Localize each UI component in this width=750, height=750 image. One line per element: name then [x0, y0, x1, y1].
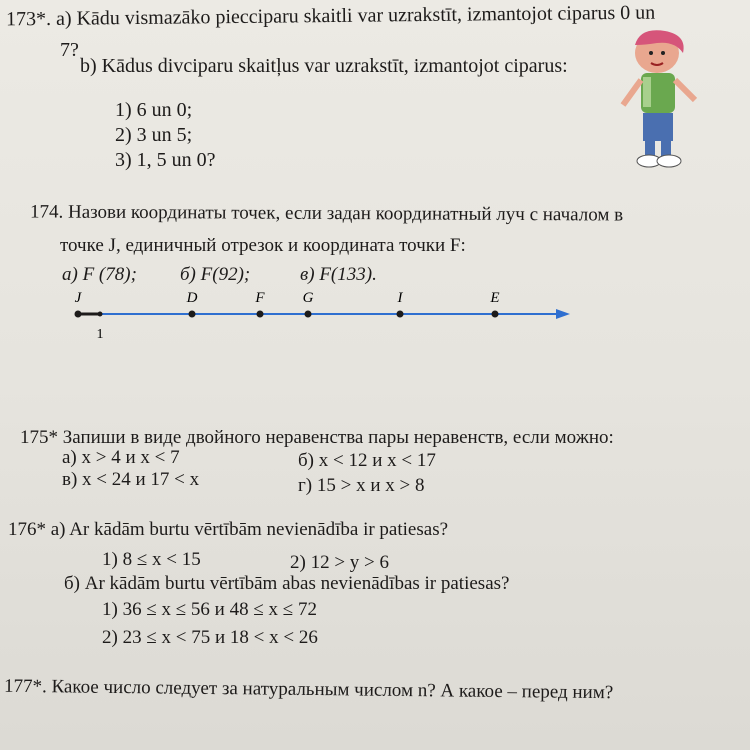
problem-176-a1: 1) 8 ≤ x < 15 [102, 549, 201, 570]
problem-175-v: в) x < 24 и 17 < x [62, 469, 200, 490]
problem-174-option-b: б) F(92); [180, 264, 251, 285]
problem-177-line1: 177*. Какое число следует за натуральным числом n? А какое – перед ним? [3, 675, 614, 704]
label-j: J [74, 290, 82, 306]
label-g: G [302, 290, 314, 306]
problem-176-b1: 1) 36 ≤ x ≤ 56 и 48 ≤ x ≤ 72 [102, 599, 317, 620]
point-j [75, 311, 82, 318]
label-i: I [397, 290, 403, 306]
problem-173-line1: 173*. a) Kādu vismazāko piecciparu skaitli var uzrakstīt, izmantojot ciparus 0 un [5, 1, 656, 31]
problem-175-g: г) 15 > x и x > 8 [298, 475, 425, 496]
label-e: E [490, 290, 500, 306]
problem-174-line1: 174. Назови координаты точек, если задан координатный луч с началом в [29, 201, 624, 226]
coordinate-ray-svg [70, 288, 580, 348]
coordinate-ray [70, 288, 580, 348]
problem-173-item-2: 2) 3 un 5; [115, 124, 193, 146]
problem-175-a: а) x > 4 и x < 7 [62, 447, 180, 468]
problem-176-b-intro: б) Ar kādām burtu vērtībām abas nevienādības ir patiesas? [64, 573, 510, 594]
problem-174-option-a: а) F (78); [62, 264, 137, 285]
problem-176-line1: 176* a) Ar kādām burtu vērtībām nevienādība ir patiesas? [8, 519, 449, 540]
point-f [257, 311, 264, 318]
problem-175-line1: 175* Запиши в виде двойного неравенства пары неравенств, если можно: [20, 427, 614, 448]
problem-173-b-intro: b) Kādus divciparu skaitļus var uzrakstīt, izmantojot ciparus: [80, 55, 568, 77]
point-unit [98, 312, 103, 317]
point-e [492, 311, 499, 318]
problem-176-a2: 2) 12 > y > 6 [290, 552, 390, 573]
label-d: D [186, 290, 198, 306]
label-f: F [255, 290, 265, 306]
ray-arrowhead [556, 309, 570, 319]
problem-175-b: б) x < 12 и x < 17 [298, 450, 436, 471]
cartoon-girl-illustration [605, 25, 715, 175]
problem-173-item-3: 3) 1, 5 un 0? [115, 149, 216, 171]
problem-173-line2: 7? [60, 39, 79, 61]
problem-174-option-v: в) F(133). [300, 264, 377, 285]
point-i [397, 311, 404, 318]
problem-173-item-1: 1) 6 un 0; [115, 99, 193, 121]
problem-176-b2: 2) 23 ≤ x < 75 и 18 < x < 26 [102, 627, 318, 648]
point-d [189, 311, 196, 318]
label-unit: 1 [96, 327, 104, 342]
problem-174-line2: точке J, единичный отрезок и координата точки F: [60, 235, 466, 256]
point-g [305, 311, 312, 318]
